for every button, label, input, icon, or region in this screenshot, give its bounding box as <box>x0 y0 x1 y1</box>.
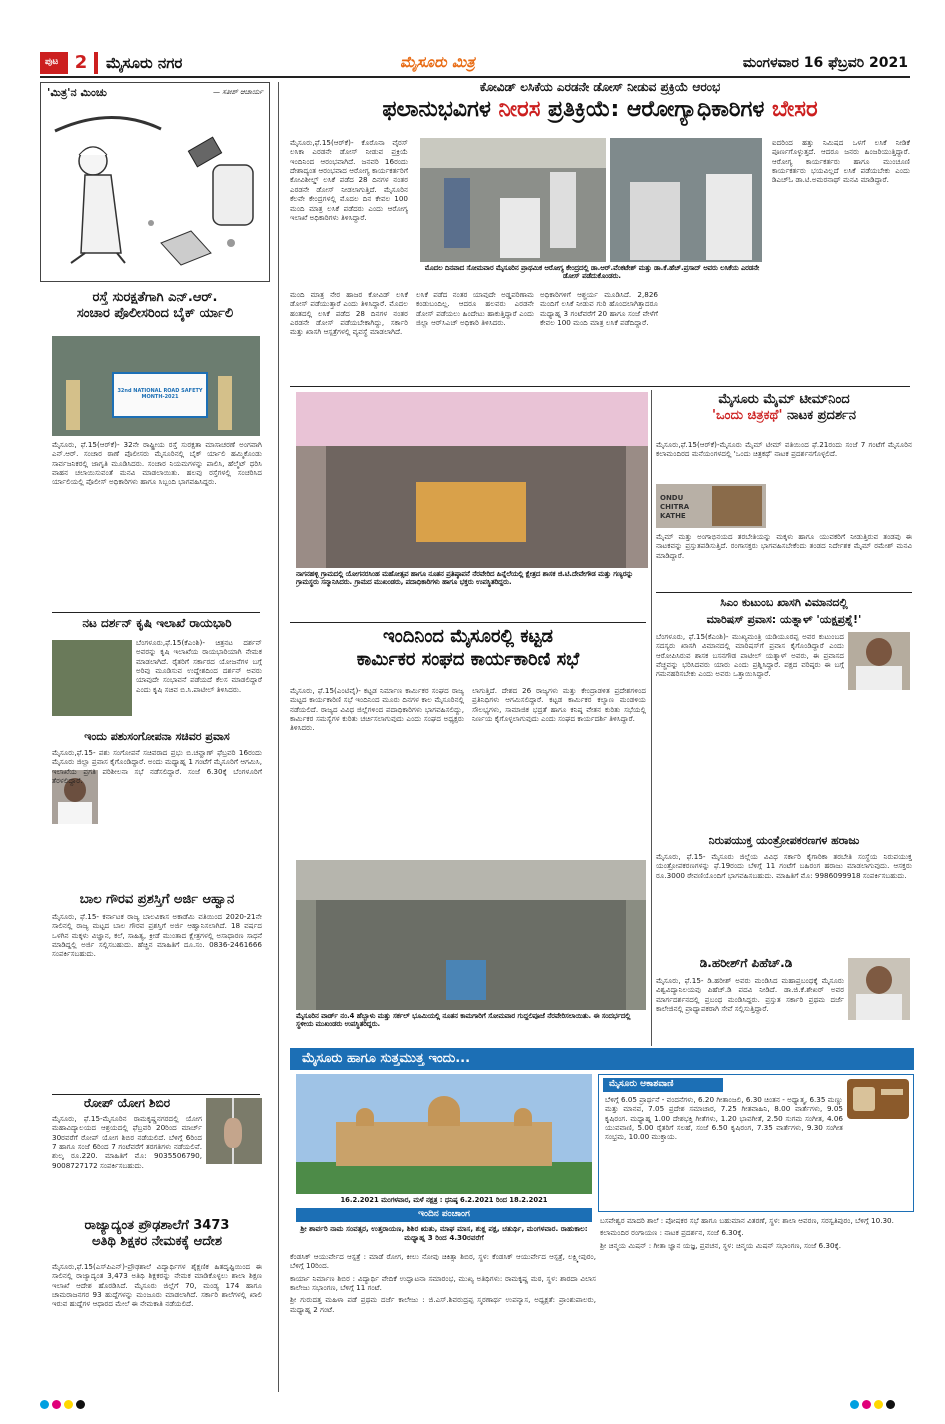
mime-headline <box>656 392 912 436</box>
union-caption: ಮೈಸೂರಿನ ವಾರ್ಡ್ ನಂ.4 ಹೆಬ್ಬಾಳು ಮತ್ತು ಸರ್ಕಲ್ ಭೂಮಿಯಲ್ಲಿ ನೂತನ ಕಾಮಗಾರಿಗೆ ಸೋಮವಾರ ಗುದ್ದಲಿಪೂಜೆ ನೆರವೇರಿಸಲಾಯಿತು. ಈ ಸಂದರ್ಭದಲ್ಲಿ ಸ್ಥಳೀಯ ಮುಖಂಡರು ಉಪಸ್ಥಿತರಿದ್ದರು. <box>296 1012 631 1029</box>
felicitation-photo <box>296 392 648 568</box>
radio-title: ಮೈಸೂರು ಆಕಾಶವಾಣಿ <box>609 1079 674 1089</box>
mime-body-2: ಮೈಮ್ ಮತ್ತು ಅಂಗಾಭಿನಯದ ತರಬೇತಿಯನ್ನು ಮಕ್ಕಳು ಹಾಗೂ ಯುವಕರಿಗೆ ನೀಡುತ್ತಿರುವ ತಂಡವು ಈ ನಾಟಕವನ್ನು ಪ್ರಸ್ತುತಪಡಿಸುತ್ತಿದೆ. ರಂಗಾಸಕ್ತರು ಭಾಗವಹಿಸಬೇಕೆಂದು ತಂಡದ ನಿರ್ದೇಶಕ ಮೈಮ್ ರಮೇಶ್ ಮನವಿ ಮಾಡಿದ್ದಾರೆ. <box>656 532 912 560</box>
mime-poster <box>656 484 766 528</box>
column-divider <box>278 82 279 1392</box>
rally-headline <box>40 290 270 332</box>
union-col-2: ಲಾಗುತ್ತಿದೆ. ದೇಶದ 26 ರಾಜ್ಯಗಳು ಮತ್ತು ಕೇಂದ್ರಾಡಳಿತ ಪ್ರದೇಶಗಳಿಂದ ಪ್ರತಿನಿಧಿಗಳು ಆಗಮಿಸಲಿದ್ದಾರೆ. ಕಟ್ಟಡ ಕಾರ್ಮಿಕರ ಕಲ್ಯಾಣ ಮಂಡಳಿಯ ಸೌಲಭ್ಯಗಳು, ಸಾಮಾಜಿಕ ಭದ್ರತೆ ಹಾಗೂ ಕನಿಷ್ಠ ವೇತನ ಕುರಿತು ಸಭೆಯಲ್ಲಿ ನಿರ್ಣಯ ಕೈಗೊಳ್ಳಲಾಗುವುದು ಎಂದು ಸಂಘದ ಕಾರ್ಯದರ್ಶಿ ತಿಳಿಸಿದ್ದಾರೆ. <box>472 686 646 724</box>
lead-headline-a: ಫಲಾನುಭವಿಗಳ <box>382 97 491 122</box>
phd-title: ಡಿ.ಹರೀಶ್‌ಗೆ ಪಿಹೆಚ್.ಡಿ <box>699 956 793 970</box>
color-registration-marks <box>850 1400 910 1412</box>
lead-photo-caption: ಮೊದಲ ದಿನವಾದ ಸೋಮವಾರ ಮೈಸೂರಿನ ಪ್ರಾಥಮಿಕ ಆರೋಗ್ಯ ಕೇಂದ್ರದಲ್ಲಿ ಡಾ.ಆರ್.ವೆಂಕಟೇಶ್ ಮತ್ತು ಡಾ.ಕೆ.ಹೆಚ್.ಪ್ರಸಾದ್ ಅವರು ಲಸಿಕೆಯ ಎರಡನೇ ಡೋಸ್ ಪಡೆದುಕೊಂಡರು. <box>424 264 760 281</box>
balagourava-title: ಬಾಲ ಗೌರವ ಪ್ರಶಸ್ತಿಗೆ ಅರ್ಜಿ ಆಹ್ವಾನ <box>79 892 235 907</box>
lead-col-1: ಮೈಸೂರು,ಫೆ.15(ಆರ್‌ಕೆ)- ಕೊರೊನಾ ವೈರಸ್ ಲಸಿಕಾ ಎರಡನೇ ಡೋಸ್ ನೀಡುವ ಪ್ರಕ್ರಿಯೆ ಇಂದಿನಿಂದ ಆರಂಭವಾಗಿದೆ. ಜನವರಿ 16ರಂದು ದೇಶಾದ್ಯಂತ ಆರಂಭವಾದ ಆರೋಗ್ಯ ಕಾರ್ಯಕರ್ತರಿಗೆ ಕೋವಿಶೀಲ್ಡ್ ಲಸಿಕೆ ಪಡೆದ 28 ದಿನಗಳ ನಂತರ ಎರಡನೇ ಡೋಸ್ ನೀಡಲಾಗುತ್ತಿದೆ. ಮೈಸೂರಿನ ಕೆಲವೇ ಕೇಂದ್ರಗಳಲ್ಲಿ ಮೊದಲ ದಿನ ಕೇವಲ 100 ಮಂದಿ ಮಾತ್ರ ಲಸಿಕೆ ಪಡೆದರು ಎಂದು ಆರೋಗ್ಯ ಇಲಾಖೆ ಅಧಿಕಾರಿಗಳು ತಿಳಿಸಿದ್ದಾರೆ. <box>290 138 408 222</box>
lead-headline-d: ಬೇಸರ <box>772 97 818 122</box>
events-col-1 <box>290 1252 596 1392</box>
lead-col-1b: ಮಂದಿ ಮಾತ್ರ ನೇರ ಹಾಜರ ಕೋವಿಡ್ ಲಸಿಕೆ ಡೋಸ್ ಪಡೆಯುತ್ತಾರೆ ಎಂದು ತಿಳಿಸಿದ್ದಾರೆ. ಮೊದಲ ಹಂತದಲ್ಲಿ ಲಸಿಕೆ ಪಡೆದ 28 ದಿನಗಳ ನಂತರ ಎರಡನೇ ಡೋಸ್ ಪಡೆಯಬೇಕಾಗಿದ್ದು, ಸರ್ಕಾರಿ ಮತ್ತು ಖಾಸಗಿ ಆಸ್ಪತ್ರೆಗಳಲ್ಲಿ ವ್ಯವಸ್ಥೆ ಮಾಡಲಾಗಿದೆ. <box>290 290 408 337</box>
page-number: 2 <box>68 52 94 74</box>
union-headline <box>290 626 646 682</box>
radio-box <box>598 1074 914 1212</box>
auction-body: ಮೈಸೂರು, ಫೆ.15- ಮೈಸೂರು ಜಿಲ್ಲೆಯ ವಿವಿಧ ಸರ್ಕಾರಿ ಕೈಗಾರಿಕಾ ತರಬೇತಿ ಸಂಸ್ಥೆಯ ನಿರುಪಯುಕ್ತ ಯಂತ್ರೋಪಕರಣಗಳನ್ನು ಫೆ.19ರಂದು ಬೆಳಿಗ್ಗೆ 11 ಗಂಟೆಗೆ ಬಹಿರಂಗ ಹರಾಜು ಮಾಡಲಾಗುವುದು. ಆಸಕ್ತರು ರೂ.3000 ಠೇವಣಿಯೊಂದಿಗೆ ಭಾಗವಹಿಸಬಹುದು. ಮಾಹಿತಿಗೆ ಮೊ: 9986099918 ಸಂಪರ್ಕಿಸಬಹುದು. <box>656 852 912 880</box>
panchanga-body: ಶ್ರೀ ಶಾರ್ವರಿ ನಾಮ ಸಂವತ್ಸರ, ಉತ್ತರಾಯಣ, ಶಿಶಿರ ಋತು, ಮಾಘ ಮಾಸ, ಶುಕ್ಲ ಪಕ್ಷ, ಚತುರ್ಥಿ, ಮಂಗಳವಾರ. ರಾಹುಕಾಲ: ಮಧ್ಯಾಹ್ನ 3 ರಿಂದ 4.30ರವರೆಗೆ <box>300 1224 588 1243</box>
teachers-title-2: ಅತಿಥಿ ಶಿಕ್ಷಕರ ನೇಮಕಕ್ಕೆ ಆದೇಶ <box>91 1234 222 1250</box>
lead-kicker: ಕೋವಿಡ್ ಲಸಿಕೆಯ ಎರಡನೇ ಡೋಸ್ ನೀಡುವ ಪ್ರಕ್ರಿಯೆ ಆರಂಭ <box>479 80 721 94</box>
yatnal-body: ಬೆಂಗಳೂರು, ಫೆ.15(ಕೆಎಂಶಿ)- ಮುಖ್ಯಮಂತ್ರಿ ಯಡಿಯೂರಪ್ಪ ಅವರ ಕುಟುಂಬದ ಸದಸ್ಯರು ಖಾಸಗಿ ವಿಮಾನದಲ್ಲಿ ಮಾರಿಷಸ್‌ಗೆ ಪ್ರವಾಸ ಕೈಗೊಂಡಿದ್ದಾರೆ ಎಂದು ಆರೋಪಿಸಿರುವ ಶಾಸಕ ಬಸನಗೌಡ ಪಾಟೀಲ್ ಯತ್ನಾಳ್ ಅವರು, ಈ ಪ್ರವಾಸದ ವೆಚ್ಚವನ್ನು ಭರಿಸಿದವರು ಯಾರು ಎಂದು ಪ್ರಶ್ನಿಸಿದ್ದಾರೆ. ಪಕ್ಷದ ವರಿಷ್ಠರು ಈ ಬಗ್ಗೆ ಗಮನಹರಿಸಬೇಕು ಎಂದು ಅವರು ಒತ್ತಾಯಿಸಿದ್ದಾರೆ. <box>656 632 844 679</box>
auction-title: ನಿರುಪಯುಕ್ತ ಯಂತ್ರೋಪಕರಣಗಳ ಹರಾಜು <box>708 834 860 847</box>
rally-photo <box>52 336 260 436</box>
lead-photo-left <box>420 138 606 262</box>
radio-body: ಬೆಳಿಗ್ಗೆ 6.05 ಪ್ರಾರ್ಥನೆ - ವಂದನೆಗಳು, 6.20 ಗೀತಾಂಜಲಿ, 6.30 ಚಿಂತನ - ಅಧ್ಯಾತ್ಮ, 6.35 ಮಣ್ಣು ಮತ್ತು ಮಾನವ, 7.05 ಪ್ರದೇಶ ಸಮಾಚಾರ, 7.25 ಗೀತವಾಹಿನಿ, 8.00 ವಾರ್ತೆಗಳು, 9.05 ಕೃಷಿರಂಗ. ಮಧ್ಯಾಹ್ನ 1.00 ದೇಶಭಕ್ತಿ ಗೀತೆಗಳು, 1.20 ಭಾವಗೀತೆ, 2.50 ಸುಗಮ ಸಂಗೀತ, 4.06 ಯುವವಾಣಿ, 5.00 ರೈತರಿಗೆ ಸಲಹೆ, ಸಂಜೆ 6.50 ಕೃಷಿರಂಗ, 7.35 ವಾರ್ತೆಗಳು, 9.30 ಸಂಗೀತ ಸಂಭ್ರಮ, 10.00 ಮುಕ್ತಾಯ. <box>605 1095 843 1142</box>
cartoon-drawing <box>41 103 269 279</box>
lead-headline-c: ಪ್ರತಿಕ್ರಿಯೆ: ಆರೋಗ್ಯಾಧಿಕಾರಿಗಳ <box>548 97 765 122</box>
yatnal-kicker: ಸಿಎಂ ಕುಟುಂಬ ಖಾಸಗಿ ವಿಮಾನದಲ್ಲಿ <box>720 596 848 609</box>
darshan-title: ನಟ ದರ್ಶನ್ ಕೃಷಿ ಇಲಾಖೆ ರಾಯಭಾರಿ <box>82 616 232 630</box>
lead-headline-b: ನೀರಸ <box>498 97 541 122</box>
section-name: ಮೈಸೂರು ನಗರ <box>106 54 183 72</box>
cartoon-box <box>40 82 270 282</box>
rally-banner-text: 32nd NATIONAL ROAD SAFETY MONTH-2021 <box>117 388 203 401</box>
issue-date: ಮಂಗಳವಾರ 16 ಫೆಬ್ರವರಿ 2021 <box>742 55 908 71</box>
mime-title-1: ಮೈಸೂರು ಮೈಮ್ ಟೀಮ್‌ನಿಂದ <box>718 392 850 407</box>
balagourava-body: ಮೈಸೂರು, ಫೆ.15- ಕರ್ನಾಟಕ ರಾಜ್ಯ ಬಾಲವಿಕಾಸ ಅಕಾಡೆಮಿ ವತಿಯಿಂದ 2020-21ನೇ ಸಾಲಿನಲ್ಲಿ ರಾಜ್ಯ ಮಟ್ಟದ ಬಾಲ ಗೌರವ ಪ್ರಶಸ್ತಿಗೆ ಅರ್ಜಿ ಆಹ್ವಾನಿಸಲಾಗಿದೆ. 18 ವರ್ಷದ ಒಳಗಿನ ಮಕ್ಕಳು ವಿಜ್ಞಾನ, ಕಲೆ, ಸಾಹಿತ್ಯ, ಕ್ರೀಡೆ ಮುಂತಾದ ಕ್ಷೇತ್ರಗಳಲ್ಲಿ ಅಸಾಧಾರಣ ಸಾಧನೆ ಮಾಡಿದ್ದಲ್ಲಿ ಅರ್ಜಿ ಸಲ್ಲಿಸಬಹುದು. ಹೆಚ್ಚಿನ ಮಾಹಿತಿಗೆ ದೂ.ಸಂ. 0836-2461666 ಸಂಪರ್ಕಿಸಬಹುದು. <box>52 912 262 959</box>
yoga-title: ರೋಪ್ ಯೋಗ ಶಿಬಿರ <box>83 1096 171 1110</box>
union-col-1: ಮೈಸೂರು, ಫೆ.15(ಎಂಟಿವೈ)- ಕಟ್ಟಡ ನಿರ್ಮಾಣ ಕಾರ್ಮಿಕರ ಸಂಘದ ರಾಜ್ಯ ಮಟ್ಟದ ಕಾರ್ಯಕಾರಿಣಿ ಸಭೆ ಇಂದಿನಿಂದ ಮೂರು ದಿನಗಳ ಕಾಲ ಮೈಸೂರಿನಲ್ಲಿ ನಡೆಯಲಿದೆ. ರಾಜ್ಯದ ವಿವಿಧ ಜಿಲ್ಲೆಗಳಿಂದ ಪದಾಧಿಕಾರಿಗಳು ಭಾಗವಹಿಸಲಿದ್ದು, ಕಾರ್ಮಿಕರ ಸಮಸ್ಯೆಗಳ ಕುರಿತು ಚರ್ಚಿಸಲಾಗುವುದು ಎಂದು ಸಂಘದ ಅಧ್ಯಕ್ಷರು ತಿಳಿಸಿದರು. <box>290 686 464 733</box>
today-banner-text: ಮೈಸೂರು ಹಾಗೂ ಸುತ್ತಮುತ್ತ ಇಂದು... <box>302 1051 471 1066</box>
page-label: ಪುಟ <box>45 57 59 67</box>
mime-title-2: ನಾಟಕ ಪ್ರದರ್ಶನ <box>786 408 857 424</box>
color-registration-marks <box>40 1400 100 1412</box>
phd-body: ಮೈಸೂರು, ಫೆ.15- ಡಿ.ಹರೀಶ್ ಅವರು ಮಂಡಿಸಿದ ಮಹಾಪ್ರಬಂಧಕ್ಕೆ ಮೈಸೂರು ವಿಶ್ವವಿದ್ಯಾನಿಲಯವು ಪಿಹೆಚ್.ಡಿ ಪದವಿ ನೀಡಿದೆ. ಡಾ.ಜಿ.ಕೆ.ಶೇಖರ್ ಅವರ ಮಾರ್ಗದರ್ಶನದಲ್ಲಿ ಪ್ರಬಂಧ ಮಂಡಿಸಿದ್ದರು. ಪ್ರಸ್ತುತ ಸರ್ಕಾರಿ ಪ್ರಥಮ ದರ್ಜೆ ಕಾಲೇಜಿನಲ್ಲಿ ಪ್ರಾಧ್ಯಾಪಕರಾಗಿ ಸೇವೆ ಸಲ್ಲಿಸುತ್ತಿದ್ದಾರೆ. <box>656 976 844 1014</box>
teachers-title-1: ರಾಜ್ಯಾದ್ಯಂತ ಪ್ರೌಢಶಾಲೆಗೆ 3473 <box>84 1218 230 1233</box>
page-number-badge <box>40 52 98 74</box>
event-item: ಕೆಂಡಸಿಕ್‌ ಆಯುರ್ವೇದ ಆಸ್ಪತ್ರೆ : ಮಾಡೆ ರೋಗ, ಕೀಲು ನೋವು ಚಿಕಿತ್ಸಾ ಶಿಬಿರ, ಸ್ಥಳ: ಕೆಂಡಸಿಕ್ ಆಯುರ್ವೇದ ಆಸ್ಪತ್ರೆ, ಲಕ್ಷ್ಮೀಪುರಂ, ಬೆಳಿಗ್ಗೆ 10ರಿಂದ. <box>290 1252 596 1271</box>
page-header <box>40 52 910 74</box>
darshan-body: ಬೆಂಗಳೂರು,ಫೆ.15(ಕೆಎಂಶಿ)- ಚಿತ್ರನಟ ದರ್ಶನ್ ಅವರನ್ನು ಕೃಷಿ ಇಲಾಖೆಯ ರಾಯಭಾರಿಯಾಗಿ ನೇಮಕ ಮಾಡಲಾಗಿದೆ. ರೈತರಿಗೆ ಸರ್ಕಾರದ ಯೋಜನೆಗಳ ಬಗ್ಗೆ ಅರಿವು ಮೂಡಿಸುವ ಉದ್ದೇಶದಿಂದ ದರ್ಶನ್ ಅವರು ಯಾವುದೇ ಸಂಭಾವನೆ ಪಡೆಯದೆ ಕೆಲಸ ಮಾಡಲಿದ್ದಾರೆ ಎಂದು ಕೃಷಿ ಸಚಿವ ಬಿ.ಸಿ.ಪಾಟೀಲ್ ತಿಳಿಸಿದರು. <box>136 638 262 694</box>
mime-title-quote: 'ಒಂದು ಚಿತ್ರಕಥೆ' <box>711 408 783 424</box>
header-rule <box>40 76 910 78</box>
event-item: ಬಸವೇಶ್ವರ ಮಾದರಿ ಶಾಲೆ : ಪೋಷಕರ ಸಭೆ ಹಾಗೂ ಬಹುಮಾನ ವಿತರಣೆ, ಸ್ಥಳ: ಶಾಲಾ ಆವರಣ, ಸರಸ್ವತಿಪುರಂ, ಬೆಳಿಗ್ಗೆ 10.30. <box>600 1216 894 1225</box>
cartoon-author: — ಸತೀಶ್ ಆಚಾರ್ಯ <box>213 88 263 96</box>
panchanga-title-bar <box>296 1208 592 1222</box>
rule <box>290 386 910 387</box>
union-title-1: ಇಂದಿನಿಂದ ಮೈಸೂರಲ್ಲಿ ಕಟ್ಟಡ <box>383 626 553 647</box>
event-item: ಶ್ರೀ ಚಿನ್ಮಯ ಮಿಷನ್ : ಗೀತಾ ಜ್ಞಾನ ಯಜ್ಞ, ಪ್ರವಚನ, ಸ್ಥಳ: ಚಿನ್ಮಯ ಮಿಷನ್ ಸಭಾಂಗಣ, ಸಂಜೆ 6.30ಕ್ಕೆ. <box>600 1240 842 1250</box>
palace-photo <box>296 1074 592 1194</box>
panchanga-title: ಇಂದಿನ ಪಂಚಾಂಗ <box>418 1209 470 1219</box>
mime-poster-text: ONDU CHITRA KATHE <box>660 494 690 520</box>
union-photo <box>296 860 646 1010</box>
rule <box>290 622 646 623</box>
yoga-photo <box>206 1098 262 1164</box>
rule <box>656 592 912 593</box>
minister-title: ಇಂದು ಪಶುಸಂಗೋಪನಾ ಸಚಿವರ ಪ್ರವಾಸ <box>84 730 230 743</box>
phd-photo <box>848 958 910 1020</box>
cartoon-title: 'ಮಿತ್ರ'ನ ಮಿಂಚು <box>47 86 107 99</box>
event-item: ಕಲಾಮಂದಿರ ರಂಗಾಯಣ : ನಾಟಕ ಪ್ರದರ್ಶನ, ಸಂಜೆ 6.30ಕ್ಕೆ. <box>600 1228 744 1238</box>
rule <box>52 1094 260 1095</box>
minister-body: ಮೈಸೂರು,ಫೆ.15- ಪಶು ಸಂಗೋಪನೆ ಸಚಿವರಾದ ಪ್ರಭು ಬಿ.ಚವ್ಹಾಣ್ ಫೆಬ್ರವರಿ 16ರಂದು ಮೈಸೂರು ಜಿಲ್ಲಾ ಪ್ರವಾಸ ಕೈಗೊಂಡಿದ್ದಾರೆ. ಅಂದು ಮಧ್ಯಾಹ್ನ 1 ಗಂಟೆಗೆ ಮೈಸೂರಿಗೆ ಆಗಮಿಸಿ, ಇಲಾಖೆಯ ಪ್ರಗತಿ ಪರಿಶೀಲನಾ ಸಭೆ ನಡೆಸಲಿದ್ದಾರೆ. ಸಂಜೆ 6.30ಕ್ಕೆ ಬೆಂಗಳೂರಿಗೆ ತೆರಳಲಿದ್ದಾರೆ. <box>52 748 262 786</box>
rally-body: ಮೈಸೂರು, ಫೆ.15(ಆರ್‌ಕೆ)- 32ನೇ ರಾಷ್ಟ್ರೀಯ ರಸ್ತೆ ಸುರಕ್ಷತಾ ಮಾಸಾಚರಣೆ ಅಂಗವಾಗಿ ಎನ್.ಆರ್. ಸಂಚಾರ ಠಾಣೆ ಪೊಲೀಸರು ಮೈಸೂರಿನಲ್ಲಿ ಬೈಕ್ ರ್ಯಾಲಿ ಹಮ್ಮಿಕೊಂಡು ಸಾರ್ವಜನಿಕರಲ್ಲಿ ಜಾಗೃತಿ ಮೂಡಿಸಿದರು. ಸಂಚಾರ ನಿಯಮಗಳನ್ನು ಪಾಲಿಸಿ, ಹೆಲ್ಮೆಟ್ ಧರಿಸಿ ವಾಹನ ಚಲಾಯಿಸುವಂತೆ ಮನವಿ ಮಾಡಲಾಯಿತು. ಹಲವು ರಸ್ತೆಗಳಲ್ಲಿ ಸಂಚರಿಸಿದ ರ್ಯಾಲಿಯಲ್ಲಿ ಪೊಲೀಸ್ ಅಧಿಕಾರಿಗಳು ಹಾಗೂ ಸಿಬ್ಬಂದಿ ಭಾಗವಹಿಸಿದ್ದರು. <box>52 440 262 487</box>
event-item: ಶ್ರೀ ಗುರುದತ್ತ ಮಹಿಳಾ ಪಡೆ ಪ್ರಥಮ ದರ್ಜೆ ಕಾಲೇಜು : ಜಿ.ಎಸ್.ಶಿವರುದ್ರಪ್ಪ ಸ್ಮರಣಾರ್ಥ ಉಪನ್ಯಾಸ, ಅಧ್ಯಕ್ಷತೆ: ಪ್ರಾಂಶುಪಾಲರು, ಮಧ್ಯಾಹ್ನ 2 ಗಂಟೆ. <box>290 1295 596 1314</box>
events-col-2 <box>600 1216 912 1392</box>
radio-icon <box>847 1079 909 1119</box>
felicitation-caption: ನಾಗನಹಳ್ಳಿ ಗ್ರಾಮದಲ್ಲಿ ಯೋಗನರಸಿಂಹ ಮಹೋತ್ಸವ ಹಾಗೂ ನೂತನ ಪ್ರತಿಷ್ಠಾಪನೆ ನೆರವೇರಿದ ಹಿನ್ನೆಲೆಯಲ್ಲಿ ಕ್ಷೇತ್ರದ ಶಾಸಕ ಜಿ.ಟಿ.ದೇವೇಗೌಡ ಮತ್ತು ಗಣ್ಯರನ್ನು ಗ್ರಾಮಸ್ಥರು ಸನ್ಮಾನಿಸಿದರು. ಗ್ರಾಮದ ಮುಖಂಡರು, ಪದಾಧಿಕಾರಿಗಳು ಹಾಗೂ ಭಕ್ತರು ಉಪಸ್ಥಿತರಿದ್ದರು. <box>296 570 634 587</box>
yoga-body: ಮೈಸೂರು, ಫೆ.15-ಮೈಸೂರಿನ ರಾಮಕೃಷ್ಣನಗರದಲ್ಲಿ ಯೋಗ ಮಹಾವಿದ್ಯಾಲಯದ ಆಶ್ರಯದಲ್ಲಿ ಫೆಬ್ರವರಿ 20ರಿಂದ ಮಾರ್ಚ್ 30ರವರೆಗೆ ರೋಪ್ ಯೋಗ ಶಿಬಿರ ನಡೆಯಲಿದೆ. ಬೆಳಿಗ್ಗೆ 6ರಿಂದ 7 ಹಾಗೂ ಸಂಜೆ 6ರಿಂದ 7 ಗಂಟೆವರೆಗೆ ತರಗತಿಗಳು ನಡೆಯಲಿವೆ. ಶುಲ್ಕ ರೂ.220. ಮಾಹಿತಿಗೆ ಮೊ: 9035506790, 9008727172 ಸಂಪರ್ಕಿಸಬಹುದು. <box>52 1114 202 1170</box>
teachers-headline <box>52 1218 262 1258</box>
lead-col-4: ಅಧಿಕಾರಿಗಳಿಗೆ ಆಶ್ಚರ್ಯ ಮೂಡಿಸಿದೆ. 2,826 ಮಂದಿಗೆ ಲಸಿಕೆ ನೀಡುವ ಗುರಿ ಹೊಂದಲಾಗಿತ್ತಾದರೂ ಮಧ್ಯಾಹ್ನ 3 ಗಂಟೆವರೆಗೆ 20 ಹಾಗೂ ಸಂಜೆ ವೇಳೆಗೆ ಕೇವಲ 100 ಮಂದಿ ಮಾತ್ರ ಲಸಿಕೆ ಪಡೆದಿದ್ದಾರೆ. <box>540 290 658 328</box>
lead-photo-right <box>610 138 762 262</box>
today-banner <box>290 1048 914 1070</box>
lead-col-5: ಐದರಿಂದ ಹತ್ತು ನಿಮಿಷದ ಒಳಗೆ ಲಸಿಕೆ ನೀಡಿಕೆ ಪೂರ್ಣಗೊಳ್ಳುತ್ತದೆ. ಆದರೂ ಜನರು ಹಿಂಜರಿಯುತ್ತಿದ್ದಾರೆ. ಆರೋಗ್ಯ ಕಾರ್ಯಕರ್ತರು ಹಾಗೂ ಮುಂಚೂಣಿ ಕಾರ್ಯಕರ್ತರು ಭಯವಿಲ್ಲದೆ ಲಸಿಕೆ ಪಡೆಯಬೇಕು ಎಂದು ಡಿಎಚ್‌ಓ ಡಾ.ಟಿ.ಅಮರನಾಥ್ ಮನವಿ ಮಾಡಿದ್ದಾರೆ. <box>772 138 910 185</box>
rule <box>52 612 260 613</box>
masthead-logo: ಮೈಸೂರು ಮಿತ್ರ <box>400 53 475 71</box>
yatnal-title: ಮಾರಿಷಸ್ ಪ್ರವಾಸ: ಯತ್ನಾಳ್ 'ಯಕ್ಷಪ್ರಶ್ನೆ!' <box>706 613 862 626</box>
event-item: ಕಾರ್ಯಾ ನಿರ್ಮಾಣ ಶಿಬಿರ : ವಿದ್ಯಾರ್ಥಿ ವೇದಿಕೆ ಉದ್ಘಾಟನಾ ಸಮಾರಂಭ, ಮುಖ್ಯ ಅತಿಥಿಗಳು: ರಾಮಕೃಷ್ಣ ಮಠ, ಸ್ಥಳ: ಶಾರದಾ ವಿಲಾಸ ಕಾಲೇಜು ಸಭಾಂಗಣ, ಬೆಳಿಗ್ಗೆ 11 ಗಂಟೆ. <box>290 1273 596 1293</box>
today-date-line: 16.2.2021 ಮಂಗಳವಾರ, ಮಳೆ ನಕ್ಷತ್ರ : ಧನಿಷ್ಠ 6.2.2021 ರಿಂದ 18.2.2021 <box>340 1196 548 1204</box>
rally-title-2: ಸಂಚಾರ ಪೊಲೀಸರಿಂದ ಬೈಕ್ ರ್ಯಾಲಿ <box>76 306 234 322</box>
lead-col-2: ಲಸಿಕೆ ಪಡೆದ ನಂತರ ಯಾವುದೇ ಅಡ್ಡಪರಿಣಾಮ ಕಂಡುಬಂದಿಲ್ಲ. ಆದರೂ ಹಲವರು ಎರಡನೇ ಡೋಸ್ ಪಡೆಯಲು ಹಿಂದೇಟು ಹಾಕುತ್ತಿದ್ದಾರೆ ಎಂದು ಜಿಲ್ಲಾ ಆರ್‌ಸಿಎಚ್ ಅಧಿಕಾರಿ ತಿಳಿಸಿದರು. <box>416 290 534 328</box>
lead-headline <box>286 96 914 132</box>
column-divider <box>651 390 652 1046</box>
rally-banner <box>112 372 208 418</box>
rally-title-1: ರಸ್ತೆ ಸುರಕ್ಷತೆಗಾಗಿ ಎನ್.ಆರ್. <box>92 290 218 305</box>
yatnal-photo <box>848 632 910 690</box>
mime-body-1: ಮೈಸೂರು,ಫೆ.15(ಆರ್‌ಕೆ)-ಮೈಸೂರು ಮೈಮ್ ಟೀಮ್ ವತಿಯಿಂದ ಫೆ.21ರಂದು ಸಂಜೆ 7 ಗಂಟೆಗೆ ಮೈಸೂರಿನ ಕಲಾಮಂದಿರದ ಮನೆಯಂಗಳದಲ್ಲಿ 'ಒಂದು ಚಿತ್ರಕಥೆ' ನಾಟಕ ಪ್ರದರ್ಶನಗೊಳ್ಳಲಿದೆ. <box>656 440 912 459</box>
union-title-2: ಕಾರ್ಮಿಕರ ಸಂಘದ ಕಾರ್ಯಕಾರಿಣಿ ಸಭೆ <box>356 648 580 670</box>
teachers-body: ಮೈಸೂರು,ಫೆ.15(ಎಸ್‌ಪಿಎನ್)-ಪ್ರೌಢಶಾಲೆ ವಿದ್ಯಾರ್ಥಿಗಳ ಶೈಕ್ಷಣಿಕ ಹಿತದೃಷ್ಟಿಯಿಂದ ಈ ಸಾಲಿನಲ್ಲಿ ರಾಜ್ಯಾದ್ಯಂತ 3,473 ಅತಿಥಿ ಶಿಕ್ಷಕರನ್ನು ನೇಮಕ ಮಾಡಿಕೊಳ್ಳಲು ಶಾಲಾ ಶಿಕ್ಷಣ ಇಲಾಖೆ ಆದೇಶ ಹೊರಡಿಸಿದೆ. ಮೈಸೂರು ಜಿಲ್ಲೆಗೆ 70, ಮಂಡ್ಯ 174 ಹಾಗೂ ಚಾಮರಾಜನಗರ 93 ಹುದ್ದೆಗಳನ್ನು ಮಂಜೂರು ಮಾಡಲಾಗಿದೆ. ಸರ್ಕಾರಿ ಶಾಲೆಗಳಲ್ಲಿ ಖಾಲಿ ಇರುವ ಹುದ್ದೆಗಳ ಆಧಾರದ ಮೇಲೆ ಈ ನೇಮಕಾತಿ ನಡೆಯಲಿದೆ. <box>52 1262 262 1309</box>
radio-title-bar <box>603 1078 723 1092</box>
